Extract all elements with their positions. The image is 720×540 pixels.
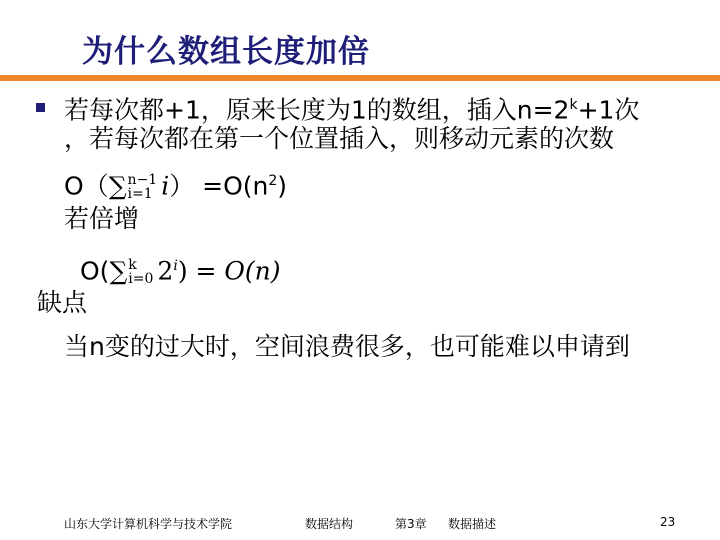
line1-superscript: k [569,97,578,113]
formula2-result: O(n) [224,256,281,286]
drawback-heading: 缺点 [37,288,88,317]
formula1-close: ) [277,171,288,201]
footer-chapter: 第3章 [395,517,427,531]
footer-page-number: 23 [660,515,676,529]
formula-quadratic [64,166,287,201]
formula2-lower: i=0 [128,271,154,288]
sigma-symbol: ∑ [108,171,127,201]
formula1-suffix: ） =O(n [169,171,269,201]
footer-course: 数据结构 [305,517,354,531]
square-bullet-icon [36,103,45,112]
formula2-exp: i [173,258,178,274]
footer-institution: 山东大学计算机科学与技术学院 [64,517,233,531]
formula1-limits [128,173,158,201]
formula1-power: 2 [268,173,278,189]
formula1-lower: i=1 [127,186,153,203]
formula2-suffix: ) = [177,256,225,286]
sigma-symbol: ∑ [109,256,128,286]
formula2-limits [128,258,153,286]
formula2-upper: k [128,257,137,274]
line1-text: 若每次都+1，原来长度为1的数组，插入n=2 [64,95,570,125]
title-divider [0,75,720,81]
formula-linear [80,251,281,286]
footer-chapter-title: 数据描述 [448,517,497,531]
line1-tail: +1次 [577,95,640,125]
body-line-double: 若倍增 [64,204,140,233]
formula1-upper: n−1 [127,172,158,189]
formula1-prefix: O（ [64,171,109,201]
slide-title: 为什么数组长度加倍 [82,34,370,70]
body-line-2: ，若每次都在第一个位置插入，则移动元素的次数 [64,124,615,153]
body-line-1 [64,90,639,125]
formula2-prefix: O( [80,256,110,286]
formula1-term: i [161,171,170,201]
drawback-text: 当n变的过大时，空间浪费很多，也可能难以申请到 [64,332,630,361]
formula2-base: 2 [157,256,174,286]
